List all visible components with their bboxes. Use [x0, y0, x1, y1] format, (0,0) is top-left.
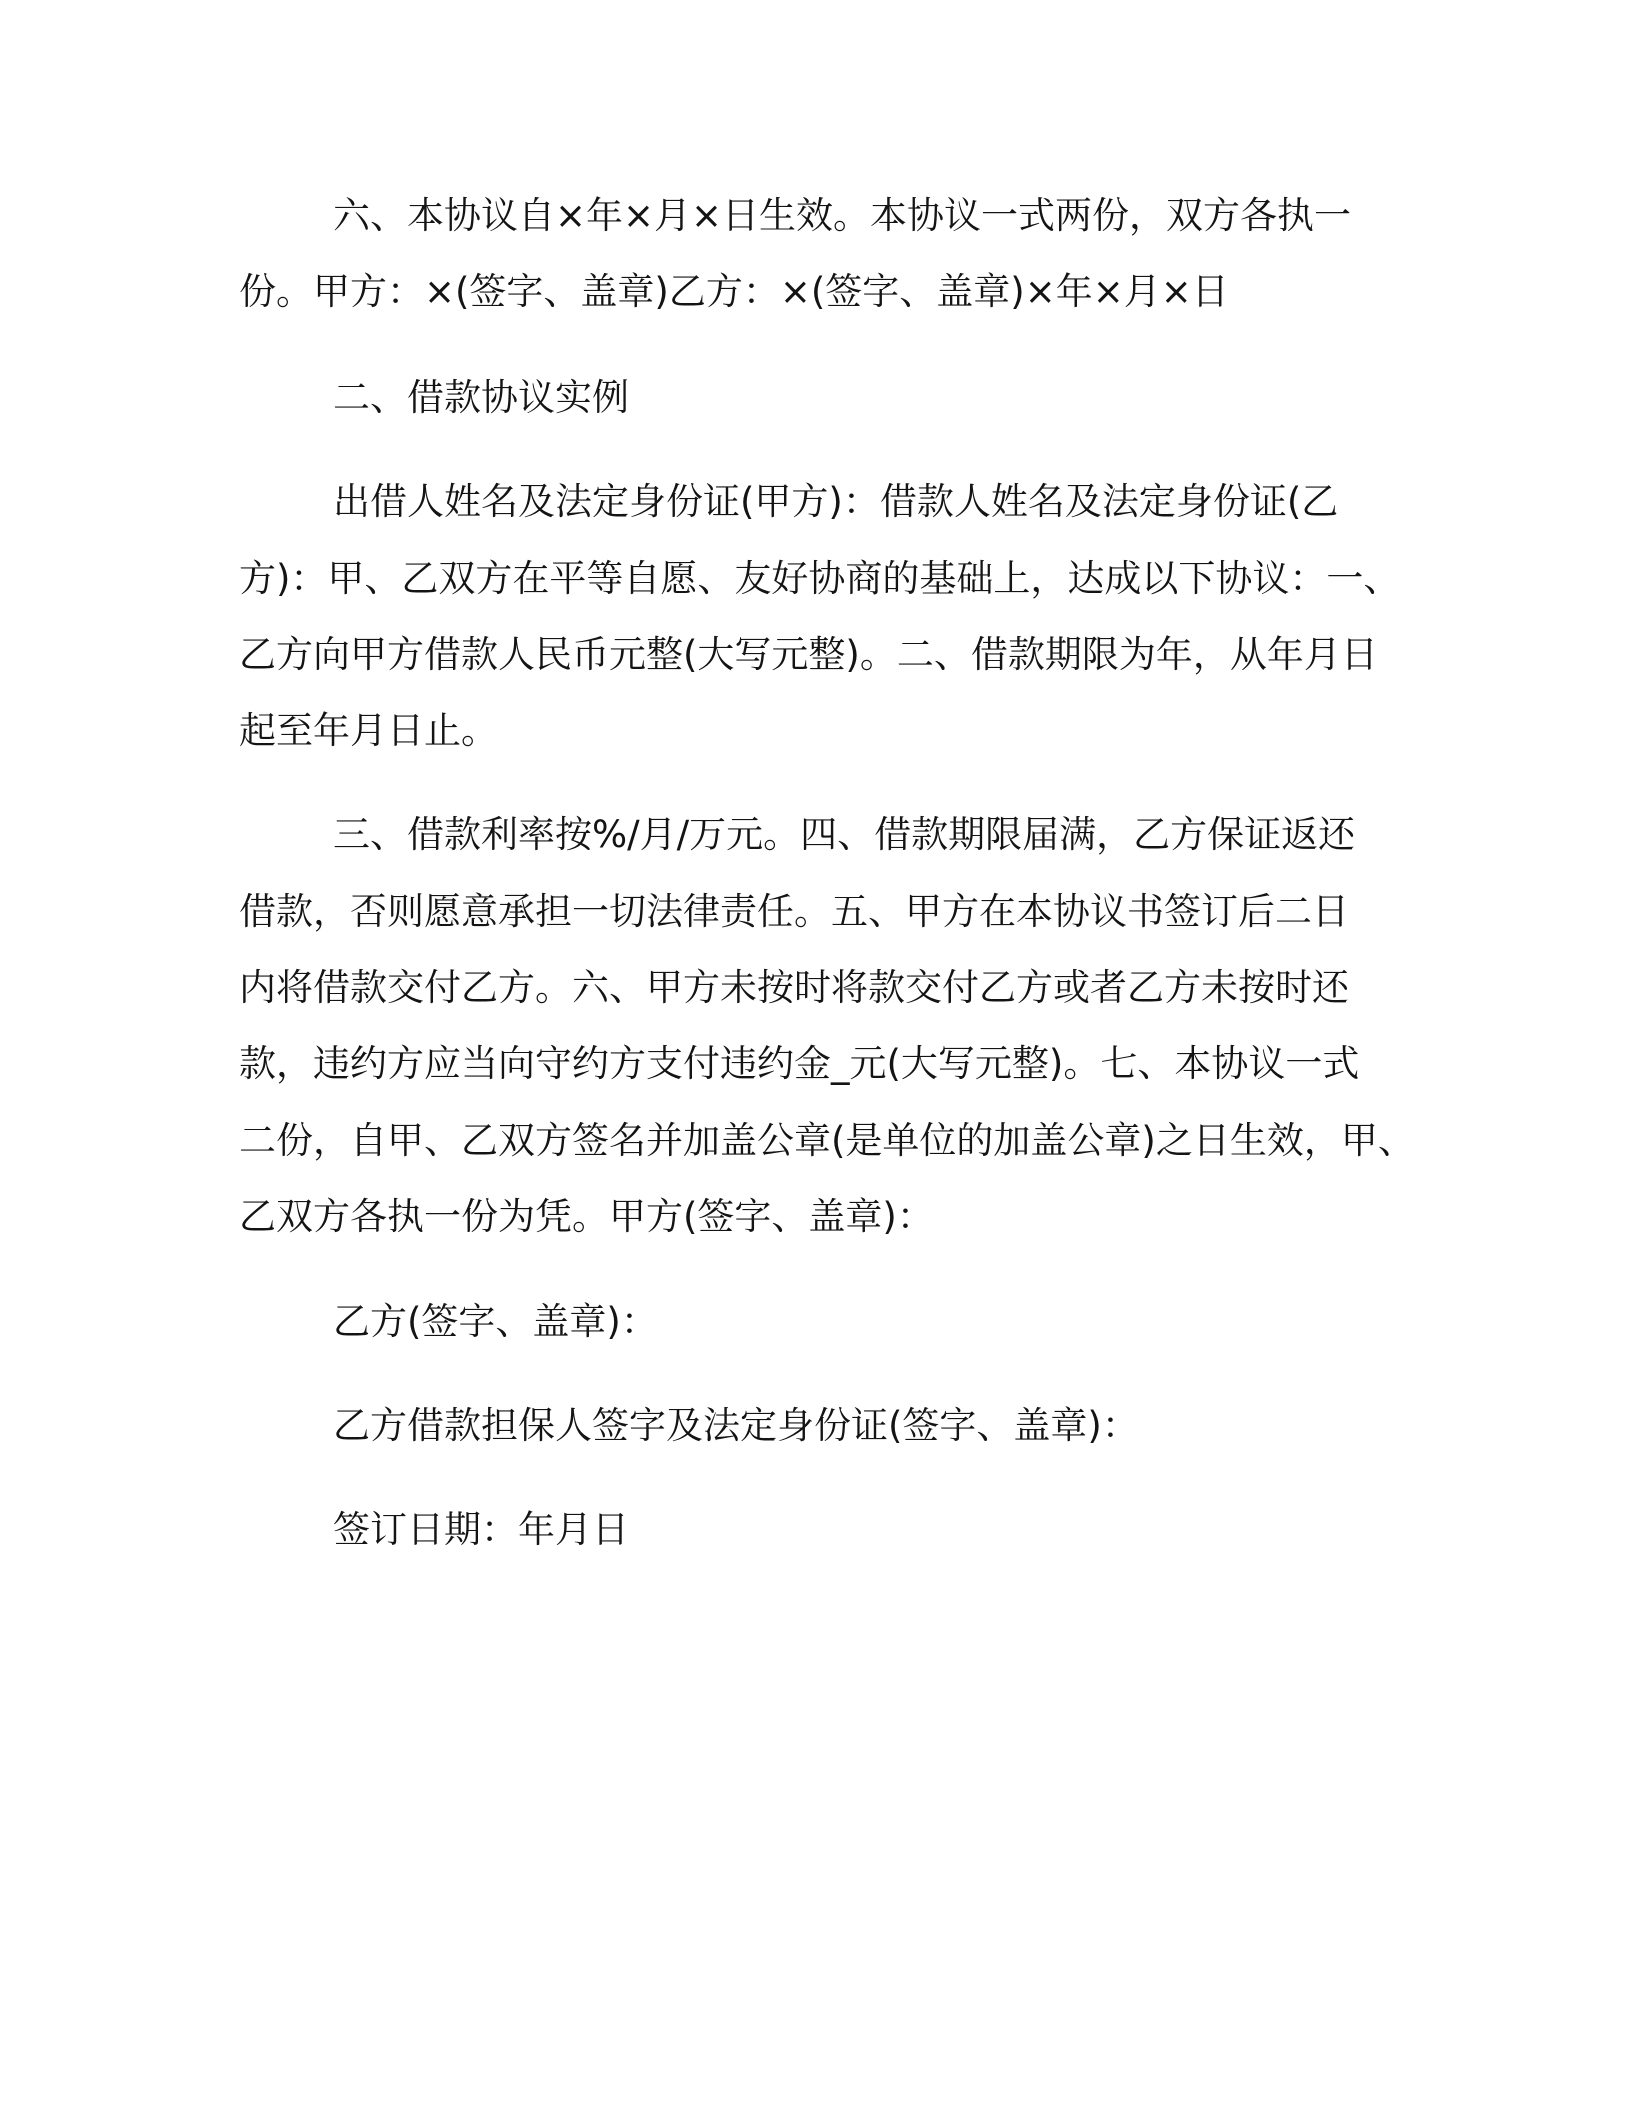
paragraph-parties-line-4: 起至年月日止。 [239, 709, 498, 752]
section-heading: 二、借款协议实例 [333, 376, 629, 419]
paragraph-interest-line-4: 款，违约方应当向守约方支付违约金_元(大写元整)。七、本协议一式 [239, 1042, 1360, 1085]
signing-date-line: 签订日期：年月日 [333, 1508, 629, 1551]
paragraph-interest-line-1: 三、借款利率按%/月/万元。四、借款期限届满，乙方保证返还 [333, 813, 1356, 856]
guarantor-signature-line: 乙方借款担保人签字及法定身份证(签字、盖章)： [333, 1404, 1139, 1447]
paragraph-effective-clause-line-1: 六、本协议自×年×月×日生效。本协议一式两份，双方各执一 [333, 194, 1352, 237]
paragraph-parties-line-1: 出借人姓名及法定身份证(甲方)：借款人姓名及法定身份证(乙 [333, 480, 1339, 523]
paragraph-effective-clause-line-2: 份。甲方：×(签字、盖章)乙方：×(签字、盖章)×年×月×日 [239, 270, 1229, 313]
paragraph-parties-line-2: 方)：甲、乙双方在平等自愿、友好协商的基础上，达成以下协议：一、 [239, 557, 1401, 600]
paragraph-interest-line-6: 乙双方各执一份为凭。甲方(签字、盖章)： [239, 1195, 934, 1238]
party-b-signature-line: 乙方(签字、盖章)： [333, 1300, 658, 1343]
paragraph-interest-line-2: 借款，否则愿意承担一切法律责任。五、甲方在本协议书签订后二日 [239, 890, 1349, 933]
paragraph-interest-line-3: 内将借款交付乙方。六、甲方未按时将款交付乙方或者乙方未按时还 [239, 966, 1349, 1009]
paragraph-interest-line-5: 二份，自甲、乙双方签名并加盖公章(是单位的加盖公章)之日生效，甲、 [239, 1119, 1415, 1162]
paragraph-parties-line-3: 乙方向甲方借款人民币元整(大写元整)。二、借款期限为年，从年月日 [239, 633, 1378, 676]
